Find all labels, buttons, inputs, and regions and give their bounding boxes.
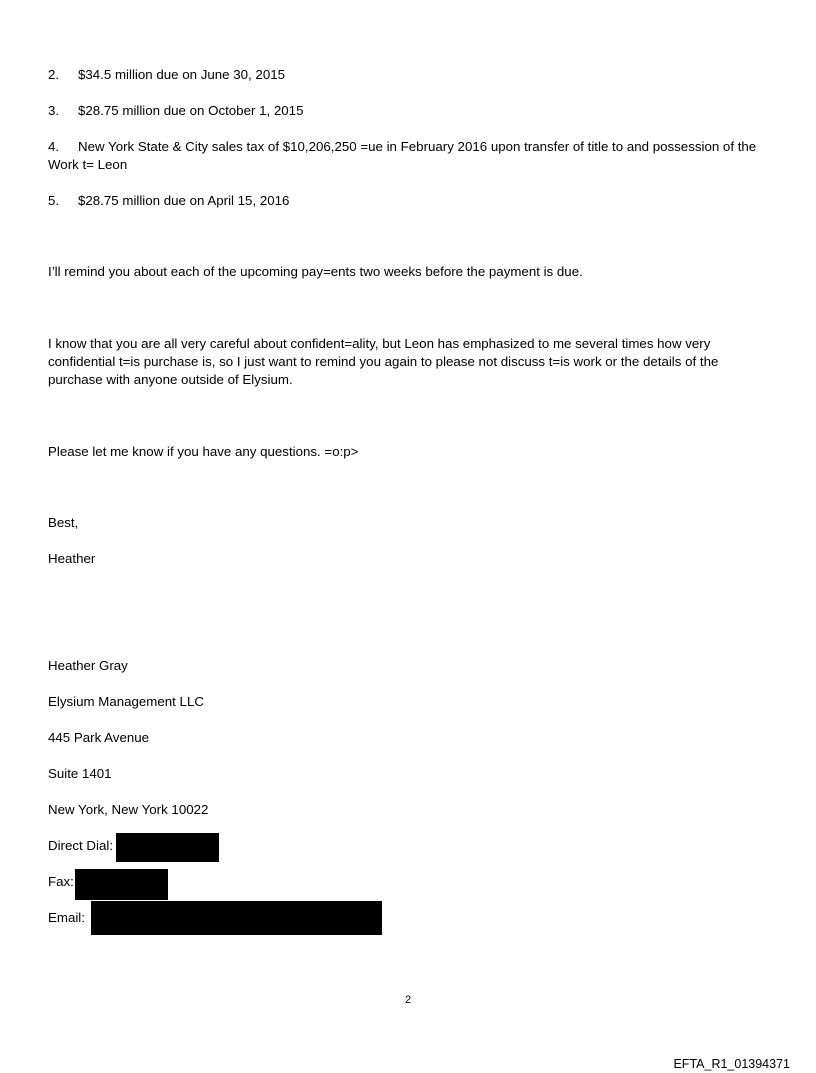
signature-city: New York, New York 10022 (48, 802, 209, 817)
item-number: 2. (48, 67, 60, 82)
payment-item (48, 138, 783, 174)
item-text: $34.5 million due on June 30, 2015 (78, 67, 285, 82)
document-id: EFTA_R1_01394371 (673, 1057, 790, 1071)
email-label: Email: (48, 910, 85, 925)
signature-street: 445 Park Avenue (48, 730, 150, 745)
direct-dial-label: Direct Dial: (48, 838, 114, 853)
item-text: New York State & City sales tax of $10,206,250 =ue in February 2016 upon transfer of title to and possession of the Work t= Leon (48, 139, 757, 172)
redaction-box (116, 833, 219, 862)
signature-suite: Suite 1401 (48, 766, 112, 781)
payment-item (48, 66, 285, 84)
closing-text: Best, (48, 515, 79, 530)
item-number: 3. (48, 103, 60, 118)
confidentiality-paragraph: I know that you are all very careful about confident=ality, but Leon has emphasized to me several times how very confidential t=is purchase is, so I just want to remind you again to please not discuss t=is work or the details of the purchase with anyone outside of Elysium. (48, 336, 719, 387)
item-number: 5. (48, 193, 60, 208)
redaction-box (91, 901, 382, 935)
reminder-paragraph: I’ll remind you about each of the upcoming pay=ents two weeks before the payment is due. (48, 264, 583, 279)
payment-item (48, 102, 303, 120)
fax-label: Fax: (48, 874, 74, 889)
sender-first-name: Heather (48, 551, 96, 566)
signature-company: Elysium Management LLC (48, 694, 204, 709)
redaction-box (75, 869, 168, 900)
item-number: 4. (48, 139, 60, 154)
questions-paragraph: Please let me know if you have any questions. =o:p> (48, 444, 359, 459)
signature-name: Heather Gray (48, 658, 128, 673)
item-text: $28.75 million due on April 15, 2016 (78, 193, 290, 208)
payment-item (48, 192, 289, 210)
item-text: $28.75 million due on October 1, 2015 (78, 103, 304, 118)
page-number: 2 (404, 994, 412, 1006)
